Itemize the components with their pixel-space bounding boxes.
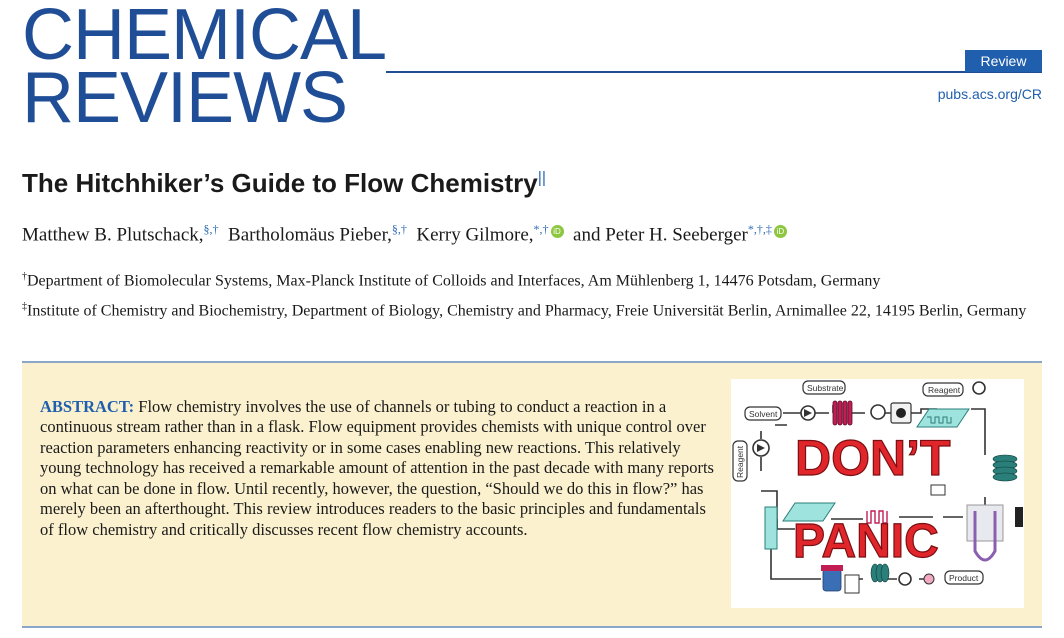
toc-graphic [731, 379, 1024, 608]
affiliation [22, 296, 1047, 322]
abstract-text [40, 397, 716, 541]
toc-label-product: Product [949, 573, 979, 583]
author: Bartholomäus Pieber, [228, 224, 392, 246]
journal-url-link[interactable]: pubs.acs.org/CR [937, 86, 1042, 102]
toc-label-solvent: Solvent [749, 409, 778, 419]
abstract-label: ABSTRACT: [40, 396, 135, 416]
author-affiliation-marks[interactable]: *,†,‡ [747, 222, 772, 236]
toc-label-reagent: Reagent [928, 385, 961, 395]
abstract-section [22, 361, 1042, 628]
author: Kerry Gilmore, [416, 224, 534, 246]
author: and Peter H. Seeberger [573, 224, 748, 246]
section-badge: Review [965, 50, 1042, 72]
toc-headline-line1: DON’T [795, 430, 951, 486]
title-footnote-mark: || [537, 169, 547, 187]
author-affiliation-marks[interactable]: §,† [391, 222, 407, 236]
toc-label-substrate: Substrate [807, 383, 844, 393]
flow-chemistry-schematic [731, 379, 1024, 608]
orcid-icon[interactable]: iD [551, 225, 564, 238]
affiliation-text: Institute of Chemistry and Biochemistry, Department of Biology, Chemistry and Pharmacy, Freie Universität Berlin, Arnimallee 22, 14195 Berlin, Germany [27, 302, 1027, 320]
affiliation-mark: ‡ [22, 301, 27, 312]
toc-label-reagent-side: Reagent [735, 445, 745, 478]
header-rule [386, 71, 1042, 73]
abstract-body: Flow chemistry involves the use of channels or tubing to conduct a reaction in a continuous stream rather than in a flask. Flow equipment provides chemists with unique control over reaction parameters enhancing reactivity or in some cases enabling new reactions. This relatively young technology has received a remarkable amount of attention in the past decade with many reports on what can be done in flow. Until recently, however, the question, “Should we do this in flow?” has merely been an afterthought. This review introduces readers to the basic principles and fundamentals of flow chemistry and critically discusses recent flow chemistry accounts. [40, 396, 714, 540]
affiliation-mark: † [22, 271, 27, 282]
affiliation [22, 266, 1047, 292]
affiliation-text: Department of Biomolecular Systems, Max-Planck Institute of Colloids and Interfaces, Am Mühlenberg 1, 14476 Potsdam, Germany [27, 272, 881, 290]
journal-name-line2: REVIEWS [22, 58, 348, 138]
article-title-text: The Hitchhiker’s Guide to Flow Chemistry [22, 168, 538, 198]
author-affiliation-marks[interactable]: *,† [533, 222, 549, 236]
toc-headline-line2: PANIC [793, 515, 939, 568]
author-affiliation-marks[interactable]: §,† [203, 222, 219, 236]
journal-logo [22, 0, 387, 138]
author: Matthew B. Plutschack, [22, 224, 204, 246]
orcid-icon[interactable]: iD [774, 225, 787, 238]
article-title [22, 168, 546, 199]
author-list [22, 222, 787, 246]
journal-name-line1: CHEMICAL [22, 0, 387, 75]
